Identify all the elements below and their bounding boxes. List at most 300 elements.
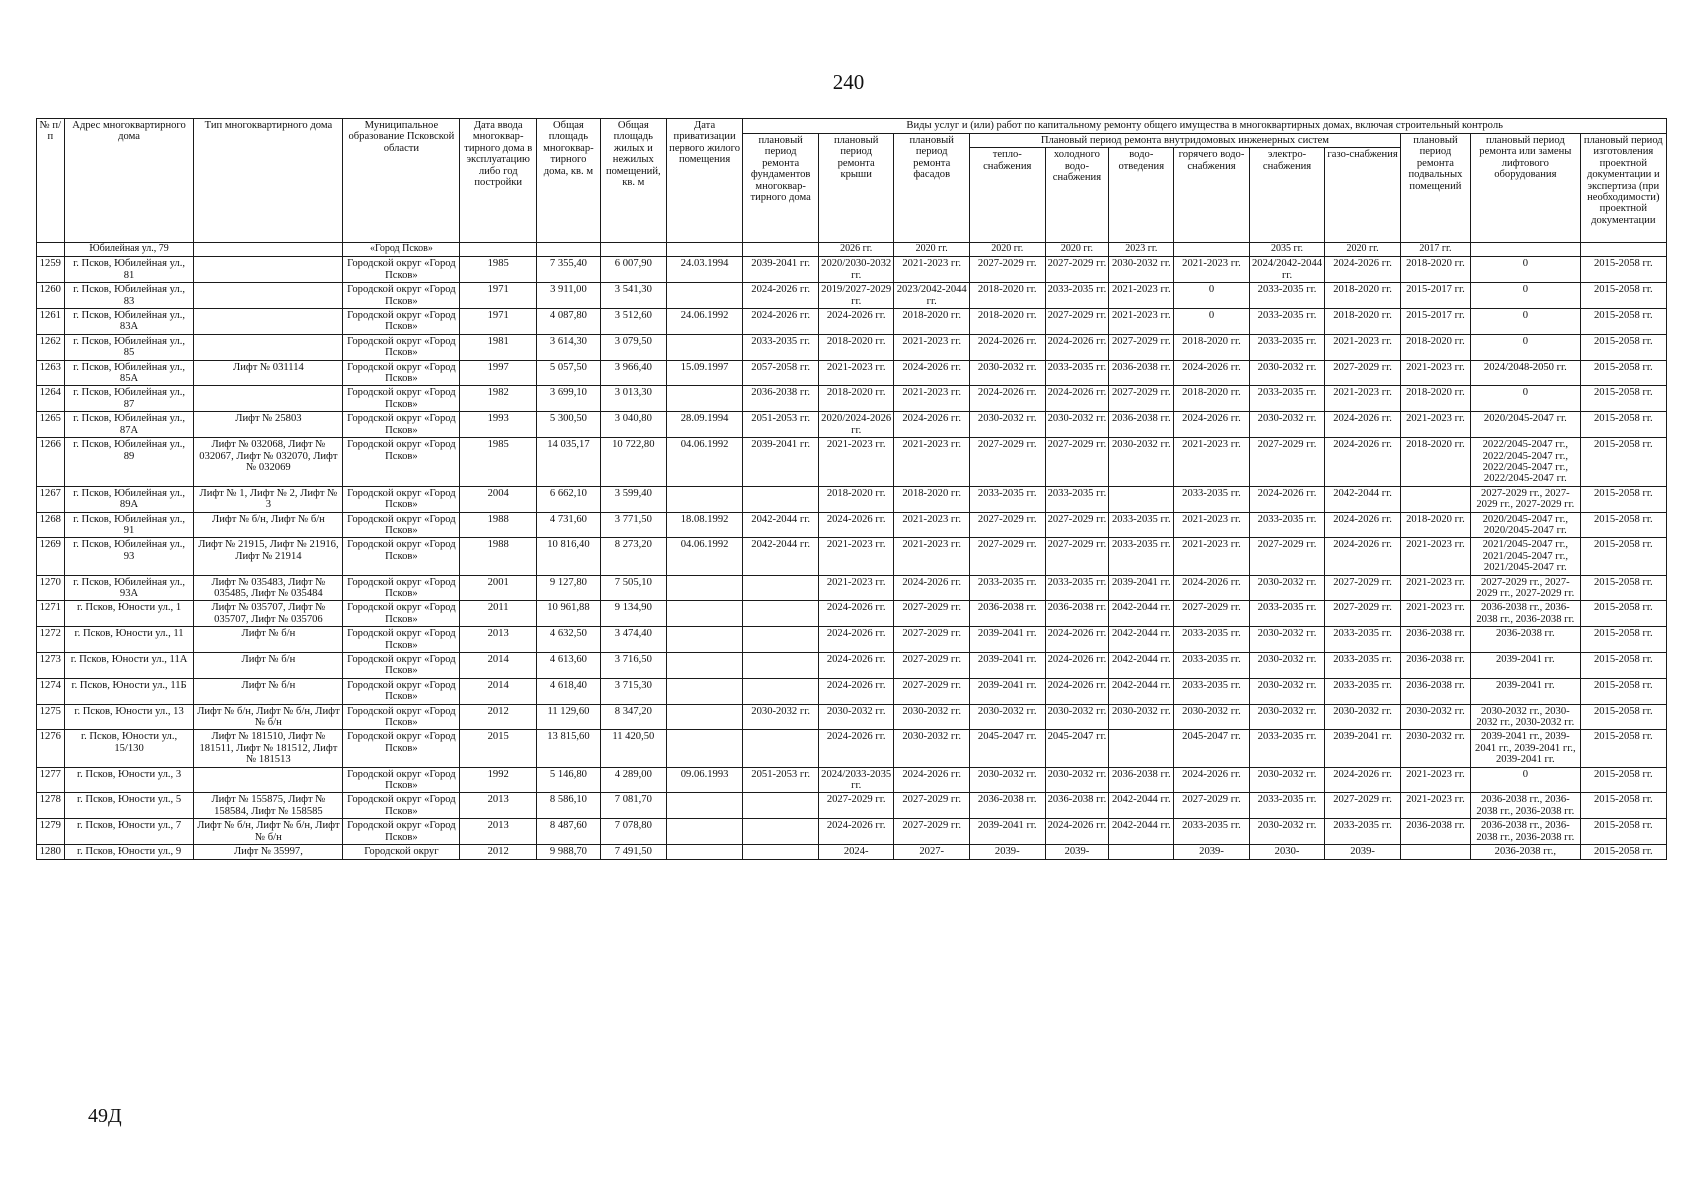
row-living-area: 3 966,40 bbox=[600, 360, 666, 386]
row-cold-water: 2033-2035 гг. bbox=[1045, 486, 1109, 512]
table-row bbox=[37, 486, 1667, 512]
row-gas: 2024-2026 гг. bbox=[1325, 438, 1401, 487]
row-facade: 2021-2023 гг. bbox=[894, 538, 970, 575]
carryover-sewer: 2023 гг. bbox=[1109, 243, 1174, 257]
carryover-address: Юбилейная ул., 79 bbox=[64, 243, 194, 257]
row-heat: 2030-2032 гг. bbox=[969, 767, 1045, 793]
table-row bbox=[37, 627, 1667, 653]
row-sewer: 2033-2035 гг. bbox=[1109, 512, 1174, 538]
row-privatization-date bbox=[666, 845, 743, 859]
table-row bbox=[37, 704, 1667, 730]
row-gas: 2033-2035 гг. bbox=[1325, 653, 1401, 679]
table-row bbox=[37, 438, 1667, 487]
row-roof: 2024-2026 гг. bbox=[818, 601, 894, 627]
row-type bbox=[194, 386, 343, 412]
row-heat: 2039-2041 гг. bbox=[969, 678, 1045, 704]
row-foundation bbox=[743, 678, 819, 704]
row-commission-year: 1988 bbox=[460, 538, 537, 575]
row-gas: 2027-2029 гг. bbox=[1325, 575, 1401, 601]
row-foundation: 2051-2053 гг. bbox=[743, 412, 819, 438]
row-heat: 2018-2020 гг. bbox=[969, 283, 1045, 309]
row-address: г. Псков, Юности ул., 11Б bbox=[64, 678, 194, 704]
row-electric: 2030-2032 гг. bbox=[1249, 627, 1325, 653]
row-type: Лифт № 035707, Лифт № 035707, Лифт № 035706 bbox=[194, 601, 343, 627]
row-hot-water: 0 bbox=[1174, 309, 1250, 335]
row-hot-water: 2021-2023 гг. bbox=[1174, 438, 1250, 487]
row-gas: 2024-2026 гг. bbox=[1325, 767, 1401, 793]
row-heat: 2036-2038 гг. bbox=[969, 601, 1045, 627]
row-foundation: 2051-2053 гг. bbox=[743, 767, 819, 793]
row-facade: 2027-2029 гг. bbox=[894, 653, 970, 679]
row-living-area: 3 599,40 bbox=[600, 486, 666, 512]
row-sewer: 2027-2029 гг. bbox=[1109, 334, 1174, 360]
row-electric: 2033-2035 гг. bbox=[1249, 309, 1325, 335]
row-address: г. Псков, Юности ул., 7 bbox=[64, 819, 194, 845]
row-commission-year: 2012 bbox=[460, 704, 537, 730]
row-cold-water: 2024-2026 гг. bbox=[1045, 627, 1109, 653]
row-address: г. Псков, Юбилейная ул., 81 bbox=[64, 257, 194, 283]
row-roof: 2018-2020 гг. bbox=[818, 334, 894, 360]
row-address: г. Псков, Юбилейная ул., 87 bbox=[64, 386, 194, 412]
row-commission-year: 1981 bbox=[460, 334, 537, 360]
row-elevator: 0 bbox=[1471, 334, 1581, 360]
row-privatization-date: 24.03.1994 bbox=[666, 257, 743, 283]
header-basement: плановый период ремонта подвальных помещений bbox=[1400, 134, 1470, 243]
carryover-roof: 2026 гг. bbox=[818, 243, 894, 257]
row-type: Лифт № 25803 bbox=[194, 412, 343, 438]
row-cold-water: 2045-2047 гг. bbox=[1045, 730, 1109, 767]
header-hot-water: горячего водо-снабжения bbox=[1174, 148, 1250, 243]
row-total-area: 5 146,80 bbox=[537, 767, 601, 793]
row-foundation bbox=[743, 575, 819, 601]
row-privatization-date bbox=[666, 601, 743, 627]
row-sewer: 2042-2044 гг. bbox=[1109, 819, 1174, 845]
row-hot-water: 2033-2035 гг. bbox=[1174, 486, 1250, 512]
row-sewer: 2033-2035 гг. bbox=[1109, 538, 1174, 575]
row-design-docs: 2015-2058 гг. bbox=[1580, 767, 1666, 793]
row-sewer: 2036-2038 гг. bbox=[1109, 412, 1174, 438]
row-electric: 2033-2035 гг. bbox=[1249, 512, 1325, 538]
row-sewer: 2042-2044 гг. bbox=[1109, 793, 1174, 819]
row-hot-water: 0 bbox=[1174, 283, 1250, 309]
row-living-area: 7 491,50 bbox=[600, 845, 666, 859]
row-electric: 2030-2032 гг. bbox=[1249, 360, 1325, 386]
table-row bbox=[37, 575, 1667, 601]
table-row bbox=[37, 334, 1667, 360]
row-facade: 2021-2023 гг. bbox=[894, 334, 970, 360]
row-privatization-date bbox=[666, 575, 743, 601]
row-type bbox=[194, 309, 343, 335]
row-gas: 2033-2035 гг. bbox=[1325, 678, 1401, 704]
header-works-group: Виды услуг и (или) работ по капитальному ремонту общего имущества в многоквартирных домах, включая строительный контроль bbox=[743, 119, 1667, 134]
row-elevator: 2021/2045-2047 гг., 2021/2045-2047 гг., 2021/2045-2047 гг. bbox=[1471, 538, 1581, 575]
row-hot-water: 2030-2032 гг. bbox=[1174, 704, 1250, 730]
row-sewer bbox=[1109, 730, 1174, 767]
row-design-docs: 2015-2058 гг. bbox=[1580, 486, 1666, 512]
row-roof: 2024-2026 гг. bbox=[818, 819, 894, 845]
row-facade: 2021-2023 гг. bbox=[894, 438, 970, 487]
row-number: 1280 bbox=[37, 845, 65, 859]
row-foundation: 2024-2026 гг. bbox=[743, 309, 819, 335]
row-heat: 2033-2035 гг. bbox=[969, 486, 1045, 512]
carryover-municipality: «Город Псков» bbox=[343, 243, 460, 257]
row-number: 1270 bbox=[37, 575, 65, 601]
row-sewer: 2021-2023 гг. bbox=[1109, 309, 1174, 335]
row-living-area: 7 081,70 bbox=[600, 793, 666, 819]
row-cold-water: 2024-2026 гг. bbox=[1045, 678, 1109, 704]
row-total-area: 13 815,60 bbox=[537, 730, 601, 767]
row-gas: 2024-2026 гг. bbox=[1325, 412, 1401, 438]
row-total-area: 11 129,60 bbox=[537, 704, 601, 730]
row-living-area: 10 722,80 bbox=[600, 438, 666, 487]
row-electric: 2024-2026 гг. bbox=[1249, 486, 1325, 512]
row-municipality: Городской округ «Город Псков» bbox=[343, 704, 460, 730]
row-type: Лифт № б/н bbox=[194, 653, 343, 679]
row-design-docs: 2015-2058 гг. bbox=[1580, 360, 1666, 386]
row-roof: 2019/2027-2029 гг. bbox=[818, 283, 894, 309]
row-type bbox=[194, 257, 343, 283]
row-address: г. Псков, Юности ул., 15/130 bbox=[64, 730, 194, 767]
row-privatization-date: 04.06.1992 bbox=[666, 538, 743, 575]
row-gas: 2027-2029 гг. bbox=[1325, 793, 1401, 819]
row-number: 1259 bbox=[37, 257, 65, 283]
row-total-area: 4 618,40 bbox=[537, 678, 601, 704]
capital-repair-table bbox=[36, 118, 1667, 860]
row-basement: 2030-2032 гг. bbox=[1400, 704, 1470, 730]
row-living-area: 6 007,90 bbox=[600, 257, 666, 283]
row-gas: 2039- bbox=[1325, 845, 1401, 859]
row-roof: 2024-2026 гг. bbox=[818, 653, 894, 679]
row-elevator: 2036-2038 гг., 2036-2038 гг., 2036-2038 гг. bbox=[1471, 819, 1581, 845]
row-number: 1279 bbox=[37, 819, 65, 845]
row-number: 1263 bbox=[37, 360, 65, 386]
row-basement: 2036-2038 гг. bbox=[1400, 678, 1470, 704]
row-roof: 2021-2023 гг. bbox=[818, 538, 894, 575]
row-gas: 2021-2023 гг. bbox=[1325, 386, 1401, 412]
row-cold-water: 2030-2032 гг. bbox=[1045, 412, 1109, 438]
row-roof: 2020/2030-2032 гг. bbox=[818, 257, 894, 283]
row-design-docs: 2015-2058 гг. bbox=[1580, 601, 1666, 627]
row-municipality: Городской округ «Город Псков» bbox=[343, 283, 460, 309]
row-basement: 2018-2020 гг. bbox=[1400, 334, 1470, 360]
row-heat: 2045-2047 гг. bbox=[969, 730, 1045, 767]
row-elevator: 2036-2038 гг., 2036-2038 гг., 2036-2038 гг. bbox=[1471, 793, 1581, 819]
row-elevator: 2036-2038 гг. bbox=[1471, 627, 1581, 653]
row-number: 1272 bbox=[37, 627, 65, 653]
row-number: 1268 bbox=[37, 512, 65, 538]
row-address: г. Псков, Юности ул., 3 bbox=[64, 767, 194, 793]
row-electric: 2030- bbox=[1249, 845, 1325, 859]
row-sewer: 2021-2023 гг. bbox=[1109, 283, 1174, 309]
row-elevator: 0 bbox=[1471, 386, 1581, 412]
row-total-area: 14 035,17 bbox=[537, 438, 601, 487]
row-electric: 2030-2032 гг. bbox=[1249, 704, 1325, 730]
row-cold-water: 2036-2038 гг. bbox=[1045, 601, 1109, 627]
row-type: Лифт № 21915, Лифт № 21916, Лифт № 21914 bbox=[194, 538, 343, 575]
header-cold-water: холодного водо-снабжения bbox=[1045, 148, 1109, 243]
row-cold-water: 2033-2035 гг. bbox=[1045, 575, 1109, 601]
row-foundation: 2042-2044 гг. bbox=[743, 538, 819, 575]
row-municipality: Городской округ «Город Псков» bbox=[343, 627, 460, 653]
row-foundation bbox=[743, 601, 819, 627]
row-commission-year: 2013 bbox=[460, 819, 537, 845]
row-address: г. Псков, Юбилейная ул., 85 bbox=[64, 334, 194, 360]
row-sewer: 2030-2032 гг. bbox=[1109, 438, 1174, 487]
row-total-area: 4 731,60 bbox=[537, 512, 601, 538]
row-heat: 2039-2041 гг. bbox=[969, 819, 1045, 845]
row-facade: 2018-2020 гг. bbox=[894, 309, 970, 335]
row-municipality: Городской округ «Город Псков» bbox=[343, 653, 460, 679]
row-gas: 2033-2035 гг. bbox=[1325, 819, 1401, 845]
row-number: 1266 bbox=[37, 438, 65, 487]
row-commission-year: 2014 bbox=[460, 678, 537, 704]
row-heat: 2027-2029 гг. bbox=[969, 538, 1045, 575]
row-roof: 2024- bbox=[818, 845, 894, 859]
row-living-area: 3 079,50 bbox=[600, 334, 666, 360]
row-electric: 2024/2042-2044 гг. bbox=[1249, 257, 1325, 283]
row-total-area: 3 699,10 bbox=[537, 386, 601, 412]
row-cold-water: 2024-2026 гг. bbox=[1045, 819, 1109, 845]
row-commission-year: 2013 bbox=[460, 793, 537, 819]
row-total-area: 5 300,50 bbox=[537, 412, 601, 438]
row-design-docs: 2015-2058 гг. bbox=[1580, 793, 1666, 819]
header-total-area: Общая площадь многоквар-тирного дома, кв. м bbox=[537, 119, 601, 243]
row-hot-water: 2033-2035 гг. bbox=[1174, 678, 1250, 704]
row-living-area: 9 134,90 bbox=[600, 601, 666, 627]
row-facade: 2027-2029 гг. bbox=[894, 678, 970, 704]
row-hot-water: 2018-2020 гг. bbox=[1174, 386, 1250, 412]
row-living-area: 3 771,50 bbox=[600, 512, 666, 538]
row-roof: 2021-2023 гг. bbox=[818, 438, 894, 487]
row-number: 1269 bbox=[37, 538, 65, 575]
row-number: 1260 bbox=[37, 283, 65, 309]
row-commission-year: 1992 bbox=[460, 767, 537, 793]
row-living-area: 4 289,00 bbox=[600, 767, 666, 793]
row-design-docs: 2015-2058 гг. bbox=[1580, 538, 1666, 575]
row-commission-year: 2013 bbox=[460, 627, 537, 653]
row-foundation bbox=[743, 793, 819, 819]
row-type bbox=[194, 334, 343, 360]
row-number: 1273 bbox=[37, 653, 65, 679]
row-foundation: 2057-2058 гг. bbox=[743, 360, 819, 386]
row-type bbox=[194, 767, 343, 793]
row-electric: 2027-2029 гг. bbox=[1249, 438, 1325, 487]
row-living-area: 3 541,30 bbox=[600, 283, 666, 309]
row-address: г. Псков, Юности ул., 9 bbox=[64, 845, 194, 859]
row-hot-water: 2024-2026 гг. bbox=[1174, 767, 1250, 793]
row-electric: 2030-2032 гг. bbox=[1249, 819, 1325, 845]
row-municipality: Городской округ bbox=[343, 845, 460, 859]
row-type: Лифт № б/н bbox=[194, 678, 343, 704]
table-row bbox=[37, 512, 1667, 538]
row-municipality: Городской округ «Город Псков» bbox=[343, 486, 460, 512]
row-heat: 2027-2029 гг. bbox=[969, 512, 1045, 538]
row-facade: 2024-2026 гг. bbox=[894, 412, 970, 438]
row-heat: 2039-2041 гг. bbox=[969, 653, 1045, 679]
row-sewer: 2042-2044 гг. bbox=[1109, 653, 1174, 679]
row-total-area: 10 816,40 bbox=[537, 538, 601, 575]
row-heat: 2039-2041 гг. bbox=[969, 627, 1045, 653]
row-elevator: 2030-2032 гг., 2030-2032 гг., 2030-2032 гг. bbox=[1471, 704, 1581, 730]
row-elevator: 2036-2038 гг., bbox=[1471, 845, 1581, 859]
row-living-area: 3 040,80 bbox=[600, 412, 666, 438]
row-elevator: 2022/2045-2047 гг., 2022/2045-2047 гг., 2022/2045-2047 гг., 2022/2045-2047 гг. bbox=[1471, 438, 1581, 487]
row-elevator: 2027-2029 гг., 2027-2029 гг., 2027-2029 гг. bbox=[1471, 575, 1581, 601]
row-living-area: 11 420,50 bbox=[600, 730, 666, 767]
header-privatization-date: Дата приватизации первого жилого помещения bbox=[666, 119, 743, 243]
row-heat: 2039- bbox=[969, 845, 1045, 859]
row-number: 1262 bbox=[37, 334, 65, 360]
row-roof: 2020/2024-2026 гг. bbox=[818, 412, 894, 438]
row-heat: 2030-2032 гг. bbox=[969, 704, 1045, 730]
carryover-cold-water: 2020 гг. bbox=[1045, 243, 1109, 257]
row-design-docs: 2015-2058 гг. bbox=[1580, 678, 1666, 704]
row-design-docs: 2015-2058 гг. bbox=[1580, 438, 1666, 487]
page-number: 240 bbox=[832, 70, 865, 94]
row-basement: 2021-2023 гг. bbox=[1400, 538, 1470, 575]
row-type bbox=[194, 283, 343, 309]
row-sewer bbox=[1109, 845, 1174, 859]
row-heat: 2033-2035 гг. bbox=[969, 575, 1045, 601]
row-sewer: 2030-2032 гг. bbox=[1109, 704, 1174, 730]
row-facade: 2027-2029 гг. bbox=[894, 627, 970, 653]
row-electric: 2033-2035 гг. bbox=[1249, 334, 1325, 360]
header-electric: электро-снабжения bbox=[1249, 148, 1325, 243]
row-municipality: Городской округ «Город Псков» bbox=[343, 309, 460, 335]
row-type: Лифт № 155875, Лифт № 158584, Лифт № 158585 bbox=[194, 793, 343, 819]
row-municipality: Городской округ «Город Псков» bbox=[343, 678, 460, 704]
header-systems-group: Плановый период ремонта внутридомовых инженерных систем bbox=[969, 134, 1400, 148]
row-type: Лифт № 035483, Лифт № 035485, Лифт № 035484 bbox=[194, 575, 343, 601]
row-cold-water: 2027-2029 гг. bbox=[1045, 438, 1109, 487]
row-heat: 2036-2038 гг. bbox=[969, 793, 1045, 819]
row-electric: 2033-2035 гг. bbox=[1249, 601, 1325, 627]
row-hot-water: 2033-2035 гг. bbox=[1174, 653, 1250, 679]
row-gas: 2030-2032 гг. bbox=[1325, 704, 1401, 730]
row-heat: 2027-2029 гг. bbox=[969, 438, 1045, 487]
row-municipality: Городской округ «Город Псков» bbox=[343, 438, 460, 487]
row-electric: 2033-2035 гг. bbox=[1249, 730, 1325, 767]
row-elevator: 0 bbox=[1471, 257, 1581, 283]
row-foundation: 2039-2041 гг. bbox=[743, 438, 819, 487]
row-address: г. Псков, Юбилейная ул., 89 bbox=[64, 438, 194, 487]
table-row bbox=[37, 845, 1667, 859]
row-privatization-date bbox=[666, 386, 743, 412]
row-design-docs: 2015-2058 гг. bbox=[1580, 386, 1666, 412]
row-hot-water: 2045-2047 гг. bbox=[1174, 730, 1250, 767]
row-design-docs: 2015-2058 гг. bbox=[1580, 627, 1666, 653]
header-living-area: Общая площадь жилых и нежилых помещений, кв. м bbox=[600, 119, 666, 243]
row-type: Лифт № б/н bbox=[194, 627, 343, 653]
row-municipality: Городской округ «Город Псков» bbox=[343, 767, 460, 793]
row-number: 1261 bbox=[37, 309, 65, 335]
row-elevator: 2036-2038 гг., 2036-2038 гг., 2036-2038 гг. bbox=[1471, 601, 1581, 627]
row-roof: 2018-2020 гг. bbox=[818, 486, 894, 512]
row-basement: 2018-2020 гг. bbox=[1400, 257, 1470, 283]
row-sewer: 2042-2044 гг. bbox=[1109, 601, 1174, 627]
row-municipality: Городской округ «Город Псков» bbox=[343, 360, 460, 386]
row-commission-year: 1993 bbox=[460, 412, 537, 438]
table-row bbox=[37, 257, 1667, 283]
carryover-gas: 2020 гг. bbox=[1325, 243, 1401, 257]
header-facade: плановый период ремонта фасадов bbox=[894, 134, 970, 243]
row-privatization-date bbox=[666, 730, 743, 767]
row-design-docs: 2015-2058 гг. bbox=[1580, 257, 1666, 283]
row-facade: 2021-2023 гг. bbox=[894, 386, 970, 412]
row-design-docs: 2015-2058 гг. bbox=[1580, 819, 1666, 845]
header-municipality: Муниципальное образование Псковской области bbox=[343, 119, 460, 243]
row-address: г. Псков, Юбилейная ул., 83 bbox=[64, 283, 194, 309]
row-municipality: Городской округ «Город Псков» bbox=[343, 793, 460, 819]
row-elevator: 2039-2041 гг., 2039-2041 гг., 2039-2041 гг., 2039-2041 гг. bbox=[1471, 730, 1581, 767]
header-sewer: водо-отведения bbox=[1109, 148, 1174, 243]
row-roof: 2024/2033-2035 гг. bbox=[818, 767, 894, 793]
table-row bbox=[37, 386, 1667, 412]
row-privatization-date bbox=[666, 793, 743, 819]
table-row bbox=[37, 793, 1667, 819]
row-design-docs: 2015-2058 гг. bbox=[1580, 283, 1666, 309]
row-municipality: Городской округ «Город Псков» bbox=[343, 257, 460, 283]
row-privatization-date bbox=[666, 486, 743, 512]
row-commission-year: 2014 bbox=[460, 653, 537, 679]
row-electric: 2030-2032 гг. bbox=[1249, 653, 1325, 679]
row-commission-year: 1988 bbox=[460, 512, 537, 538]
row-address: г. Псков, Юности ул., 11 bbox=[64, 627, 194, 653]
row-foundation: 2033-2035 гг. bbox=[743, 334, 819, 360]
row-basement: 2036-2038 гг. bbox=[1400, 819, 1470, 845]
carryover-electric: 2035 гг. bbox=[1249, 243, 1325, 257]
row-electric: 2030-2032 гг. bbox=[1249, 678, 1325, 704]
row-basement bbox=[1400, 845, 1470, 859]
row-foundation bbox=[743, 819, 819, 845]
row-design-docs: 2015-2058 гг. bbox=[1580, 309, 1666, 335]
row-roof: 2027-2029 гг. bbox=[818, 793, 894, 819]
row-number: 1275 bbox=[37, 704, 65, 730]
row-design-docs: 2015-2058 гг. bbox=[1580, 412, 1666, 438]
row-hot-water: 2027-2029 гг. bbox=[1174, 793, 1250, 819]
row-gas: 2027-2029 гг. bbox=[1325, 360, 1401, 386]
row-foundation bbox=[743, 730, 819, 767]
row-cold-water: 2027-2029 гг. bbox=[1045, 309, 1109, 335]
row-elevator: 2020/2045-2047 гг. bbox=[1471, 412, 1581, 438]
row-facade: 2018-2020 гг. bbox=[894, 486, 970, 512]
row-facade: 2030-2032 гг. bbox=[894, 704, 970, 730]
row-municipality: Городской округ «Город Псков» bbox=[343, 819, 460, 845]
row-type: Лифт № 032068, Лифт № 032067, Лифт № 032070, Лифт № 032069 bbox=[194, 438, 343, 487]
row-hot-water: 2021-2023 гг. bbox=[1174, 512, 1250, 538]
row-facade: 2023/2042-2044 гг. bbox=[894, 283, 970, 309]
row-design-docs: 2015-2058 гг. bbox=[1580, 512, 1666, 538]
row-total-area: 4 613,60 bbox=[537, 653, 601, 679]
row-living-area: 3 716,50 bbox=[600, 653, 666, 679]
row-foundation: 2042-2044 гг. bbox=[743, 512, 819, 538]
row-municipality: Городской округ «Город Псков» bbox=[343, 386, 460, 412]
row-total-area: 10 961,88 bbox=[537, 601, 601, 627]
row-roof: 2024-2026 гг. bbox=[818, 730, 894, 767]
table-row bbox=[37, 601, 1667, 627]
row-privatization-date: 18.08.1992 bbox=[666, 512, 743, 538]
row-foundation: 2039-2041 гг. bbox=[743, 257, 819, 283]
row-foundation: 2036-2038 гг. bbox=[743, 386, 819, 412]
row-gas: 2024-2026 гг. bbox=[1325, 512, 1401, 538]
row-hot-water: 2039- bbox=[1174, 845, 1250, 859]
row-municipality: Городской округ «Город Псков» bbox=[343, 538, 460, 575]
row-gas: 2018-2020 гг. bbox=[1325, 309, 1401, 335]
row-gas: 2021-2023 гг. bbox=[1325, 334, 1401, 360]
row-basement: 2030-2032 гг. bbox=[1400, 730, 1470, 767]
row-heat: 2024-2026 гг. bbox=[969, 334, 1045, 360]
row-facade: 2027-2029 гг. bbox=[894, 819, 970, 845]
